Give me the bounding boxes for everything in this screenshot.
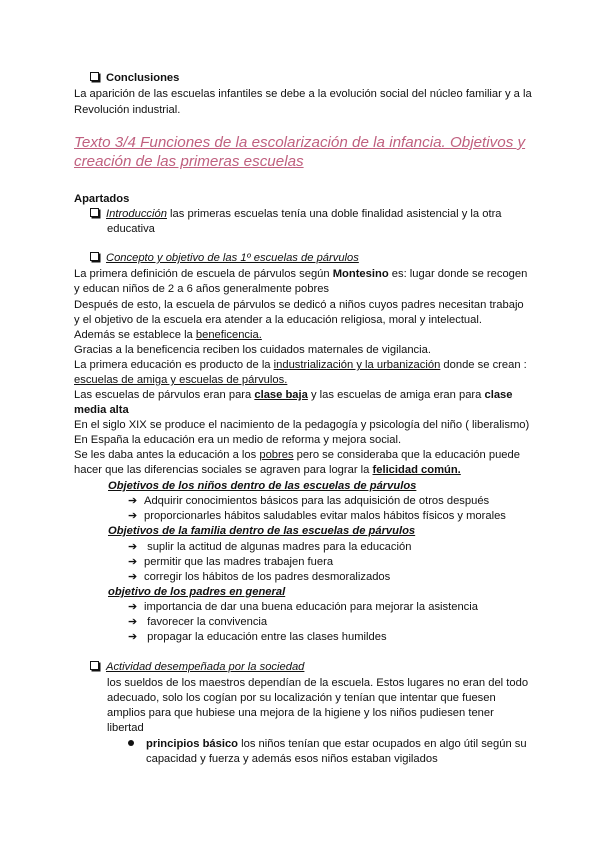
intro-item: Introducción las primeras escuelas tenía una doble finalidad asistencial y la otra [90,207,502,222]
arrow-right-icon: ➔ [128,631,138,643]
paragraph-line: Se les daba antes la educación a los pobres pero se consideraba que la educación puede [74,449,520,461]
document-title: creación de las primeras escuelas [74,153,304,170]
paragraph-line: adecuado, solo los cogían por su localización y tenían que intentar que fuesen [107,692,496,704]
paragraph-line: Las escuelas de párvulos eran para clase baja y las escuelas de amiga eran para clase [74,389,513,401]
intro-text: educativa [107,223,155,235]
arrow-right-icon: ➔ [128,616,138,628]
bullet-item-cont: capacidad y fuerza y además esos niños estaban vigilados [146,753,438,765]
list-item: ➔ permitir que las madres trabajen fuera [128,556,334,568]
checkbox-icon [90,252,99,261]
list-item: ➔ corregir los hábitos de los padres desmoralizados [128,571,391,583]
conclusions-text: Revolución industrial. [74,104,181,116]
actividad-heading: Actividad desempeñada por la sociedad [90,660,304,675]
paragraph-line: media alta [74,404,129,416]
list-item: ➔ favorecer la convivencia [128,616,268,628]
list-item: ➔ suplir la actitud de algunas madres para la educación [128,541,412,553]
objetivo-padres-heading: objetivo de los padres en general [108,586,286,598]
arrow-right-icon: ➔ [128,541,138,553]
paragraph-line: Después de esto, la escuela de párvulos se dedicó a niños cuyos padres necesitan trabajo [74,299,524,311]
checkbox-icon [90,208,99,217]
document-title: Texto 3/4 Funciones de la escolarización de la infancia. Objetivos y [74,134,526,151]
paragraph-line: La primera definición de escuela de párvulos según Montesino es: lugar donde se recogen [74,268,528,280]
concepto-heading: Concepto y objetivo de las 1º escuelas de párvulos [90,251,359,266]
paragraph-line: Además se establece la beneficencia. [74,329,262,341]
paragraph-line: libertad [107,722,144,734]
checkbox-icon [90,661,99,670]
apartados-heading: Apartados [74,193,130,205]
list-item: ➔ Adquirir conocimientos básicos para las adquisición de otros después [128,495,490,507]
paragraph-line: amplios para que hubiese una mejora de la higiene y los niños pudiesen tener [107,707,494,719]
conclusions-text: La aparición de las escuelas infantiles se debe a la evolución social del núcleo familiar y a la [74,88,532,100]
paragraph-line: y educan niños de 2 a 6 años generalmente pobres [74,283,330,295]
paragraph-line: En el siglo XIX se produce el nacimiento de la pedagogía y psicología del niño ( liberalismo) [74,419,530,431]
bullet-item: principios básico los niños tenían que estar ocupados en algo útil según su [128,737,527,752]
checkbox-icon [90,72,99,81]
paragraph-line: y el objetivo de la escuela era atender a la educación religiosa, moral y intelectual. [74,314,482,326]
list-item: ➔ propagar la educación entre las clases humildes [128,631,387,643]
paragraph-line: En España la educación era un medio de reforma y mejora social. [74,434,402,446]
objetivos-familia-heading: Objetivos de la familia dentro de las escuelas de párvulos [108,525,416,537]
arrow-right-icon: ➔ [128,556,138,568]
list-item: ➔ proporcionarles hábitos saludables evitar malos hábitos físicos y morales [128,510,506,522]
objetivos-ninos-heading: Objetivos de los niños dentro de las escuelas de párvulos [108,480,417,492]
paragraph-line: escuelas de amiga y escuelas de párvulos. [74,374,288,386]
arrow-right-icon: ➔ [128,601,138,613]
arrow-right-icon: ➔ [128,495,138,507]
list-item: ➔ importancia de dar una buena educación para mejorar la asistencia [128,601,478,613]
conclusions-heading: Conclusiones [90,71,179,86]
paragraph-line: Gracias a la beneficencia reciben los cuidados maternales de vigilancia. [74,344,431,356]
paragraph-line: La primera educación es producto de la industrialización y la urbanización donde se crean : [74,359,527,371]
paragraph-line: hacer que las diferencias sociales se agraven para lograr la felicidad común. [74,464,461,476]
arrow-right-icon: ➔ [128,510,138,522]
arrow-right-icon: ➔ [128,571,138,583]
bullet-icon [128,740,134,746]
paragraph-line: los sueldos de los maestros dependían de la escuela. Estos lugares no eran del todo [107,677,529,689]
intro-link: Introducción [106,208,167,220]
